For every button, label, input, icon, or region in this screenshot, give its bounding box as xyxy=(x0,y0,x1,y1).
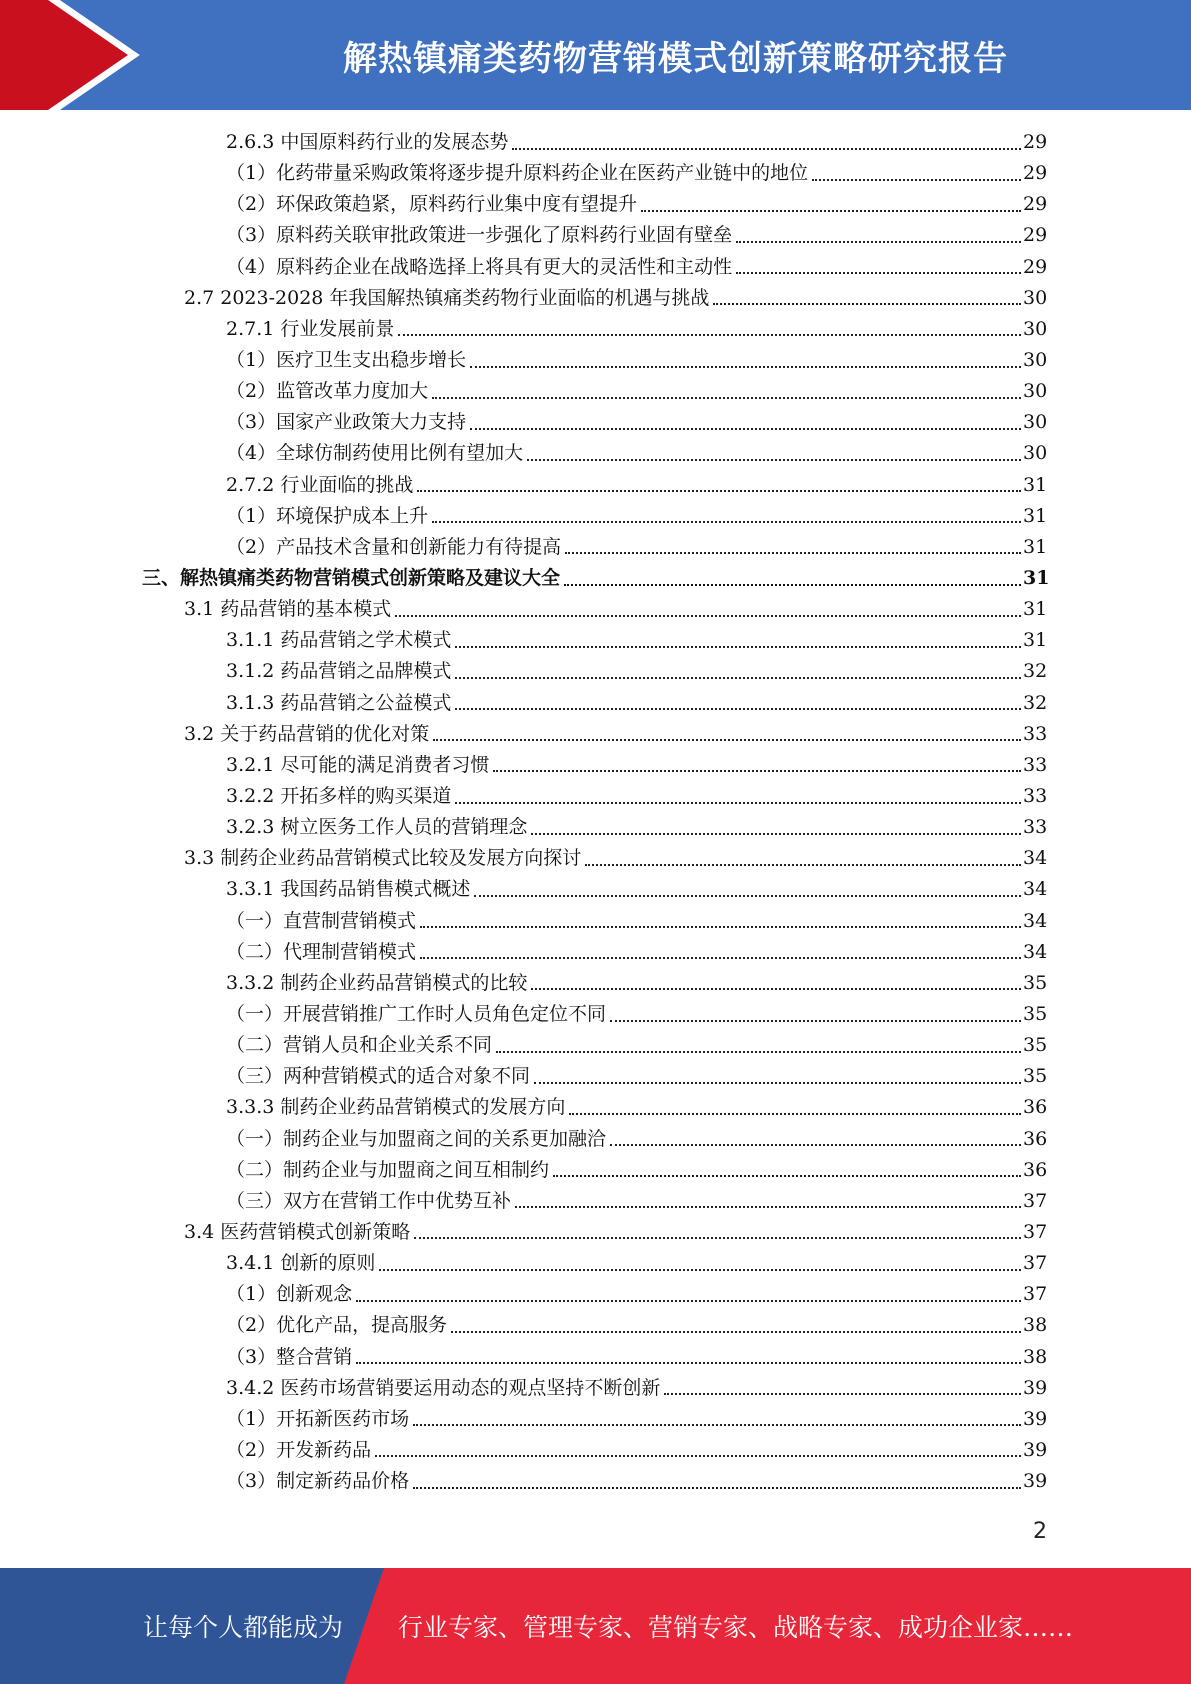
table-of-contents xyxy=(0,127,1191,1497)
toc-dot-leader xyxy=(455,677,1021,679)
toc-dot-leader xyxy=(585,864,1021,866)
toc-entry-page: 39 xyxy=(1023,1407,1048,1430)
toc-entry[interactable] xyxy=(0,750,1191,781)
toc-dot-leader xyxy=(414,1237,1021,1239)
toc-entry[interactable] xyxy=(0,656,1191,687)
toc-entry[interactable] xyxy=(0,532,1191,563)
toc-entry[interactable] xyxy=(0,1092,1191,1123)
toc-entry-title: （2）环保政策趋紧，原料药行业集中度有望提升 xyxy=(226,193,638,216)
toc-entry-title: 3.3.2 制药企业药品营销模式的比较 xyxy=(226,971,528,994)
toc-entry-page: 36 xyxy=(1023,1158,1048,1181)
toc-entry-title: 3.2.1 尽可能的满足消费者习惯 xyxy=(226,753,490,776)
toc-entry-page: 37 xyxy=(1023,1283,1048,1306)
toc-entry[interactable] xyxy=(0,470,1191,501)
toc-entry[interactable] xyxy=(0,189,1191,220)
toc-entry-page: 38 xyxy=(1023,1345,1048,1368)
toc-entry[interactable] xyxy=(0,158,1191,189)
toc-entry-title: 2.7 2023-2028 年我国解热镇痛类药物行业面临的机遇与挑战 xyxy=(184,286,710,309)
toc-entry-page: 30 xyxy=(1023,380,1048,403)
toc-entry[interactable] xyxy=(0,1404,1191,1435)
toc-entry-title: （一）制药企业与加盟商之间的关系更加融洽 xyxy=(226,1127,607,1150)
toc-entry-title: 3.1 药品营销的基本模式 xyxy=(184,598,392,621)
toc-dot-leader xyxy=(470,428,1021,430)
toc-entry[interactable] xyxy=(0,1217,1191,1248)
toc-entry-page: 39 xyxy=(1023,1470,1048,1493)
toc-dot-leader xyxy=(610,1144,1021,1146)
toc-entry[interactable] xyxy=(0,1186,1191,1217)
toc-entry-title: （一）直营制营销模式 xyxy=(226,909,417,932)
toc-dot-leader xyxy=(641,210,1021,212)
toc-dot-leader xyxy=(356,1362,1021,1364)
toc-entry[interactable] xyxy=(0,999,1191,1030)
toc-entry[interactable] xyxy=(0,719,1191,750)
toc-dot-leader xyxy=(565,552,1021,554)
toc-dot-leader xyxy=(433,739,1021,741)
toc-entry[interactable] xyxy=(0,501,1191,532)
toc-entry-title: 2.6.3 中国原料药行业的发展态势 xyxy=(226,131,509,154)
toc-entry-page: 31 xyxy=(1023,504,1048,527)
toc-dot-leader xyxy=(413,1487,1021,1489)
toc-entry[interactable] xyxy=(0,220,1191,251)
toc-dot-leader xyxy=(515,1206,1021,1208)
toc-entry-page: 30 xyxy=(1023,349,1048,372)
toc-entry-page: 36 xyxy=(1023,1096,1048,1119)
toc-entry-title: 3.2 关于药品营销的优化对策 xyxy=(184,722,430,745)
toc-entry-page: 34 xyxy=(1023,878,1048,901)
toc-entry[interactable] xyxy=(0,968,1191,999)
toc-dot-leader xyxy=(812,179,1021,181)
toc-entry-page: 39 xyxy=(1023,1376,1048,1399)
toc-entry-page: 32 xyxy=(1023,660,1048,683)
toc-entry-page: 33 xyxy=(1023,722,1048,745)
toc-entry[interactable] xyxy=(0,252,1191,283)
toc-dot-leader xyxy=(531,833,1021,835)
toc-entry-title: 3.1.1 药品营销之学术模式 xyxy=(226,629,452,652)
report-header xyxy=(0,0,1191,110)
toc-dot-leader xyxy=(432,521,1021,523)
toc-entry[interactable] xyxy=(0,1061,1191,1092)
toc-dot-leader xyxy=(527,459,1021,461)
toc-entry[interactable] xyxy=(0,688,1191,719)
toc-entry-title: 3.2.2 开拓多样的购买渠道 xyxy=(226,785,452,808)
toc-dot-leader xyxy=(375,1455,1021,1457)
toc-entry[interactable] xyxy=(0,625,1191,656)
toc-entry-page: 38 xyxy=(1023,1314,1048,1337)
toc-entry-title: 3.4.2 医药市场营销要运用动态的观点坚持不断创新 xyxy=(226,1376,661,1399)
toc-entry-title: （2）优化产品，提高服务 xyxy=(226,1314,448,1337)
toc-entry-title: （3）制定新药品价格 xyxy=(226,1470,410,1493)
toc-dot-leader xyxy=(531,988,1021,990)
toc-entry-title: （三）两种营销模式的适合对象不同 xyxy=(226,1065,531,1088)
toc-entry[interactable] xyxy=(0,1030,1191,1061)
toc-dot-leader xyxy=(420,957,1021,959)
toc-entry[interactable] xyxy=(0,874,1191,905)
toc-dot-leader xyxy=(664,1393,1021,1395)
toc-entry[interactable] xyxy=(0,438,1191,469)
toc-entry[interactable] xyxy=(0,283,1191,314)
toc-dot-leader xyxy=(455,802,1021,804)
toc-entry-page: 34 xyxy=(1023,909,1048,932)
toc-dot-leader xyxy=(395,615,1021,617)
toc-dot-leader xyxy=(569,1113,1021,1115)
toc-entry[interactable] xyxy=(0,314,1191,345)
toc-entry-page: 30 xyxy=(1023,442,1048,465)
toc-dot-leader xyxy=(455,708,1021,710)
toc-dot-leader xyxy=(379,1269,1021,1271)
toc-entry-title: （三）双方在营销工作中优势互补 xyxy=(226,1189,512,1212)
toc-entry-title: 三、解热镇痛类药物营销模式创新策略及建议大全 xyxy=(142,567,561,590)
toc-entry-title: 3.3 制药企业药品营销模式比较及发展方向探讨 xyxy=(184,847,582,870)
toc-entry[interactable] xyxy=(0,345,1191,376)
toc-entry-page: 37 xyxy=(1023,1220,1048,1243)
toc-entry-title: 3.2.3 树立医务工作人员的营销理念 xyxy=(226,816,528,839)
toc-entry-page: 37 xyxy=(1023,1189,1048,1212)
toc-entry-title: 3.3.1 我国药品销售模式概述 xyxy=(226,878,471,901)
footer-slogan-left: 让每个人都能成为 xyxy=(143,1613,344,1642)
toc-entry-title: 3.4.1 创新的原则 xyxy=(226,1252,376,1275)
toc-entry-title: （1）环境保护成本上升 xyxy=(226,504,429,527)
toc-dot-leader xyxy=(455,646,1021,648)
toc-entry[interactable] xyxy=(0,127,1191,158)
toc-entry-page: 34 xyxy=(1023,940,1048,963)
toc-entry-page: 33 xyxy=(1023,785,1048,808)
toc-entry-title: （二）制药企业与加盟商之间互相制约 xyxy=(226,1158,550,1181)
toc-entry[interactable] xyxy=(0,781,1191,812)
toc-entry-page: 35 xyxy=(1023,1065,1048,1088)
toc-entry-title: （1）医疗卫生支出稳步增长 xyxy=(226,349,467,372)
page-number: 2 xyxy=(1033,1519,1047,1544)
toc-entry-page: 36 xyxy=(1023,1127,1048,1150)
toc-entry-title: 3.1.3 药品营销之公益模式 xyxy=(226,691,452,714)
toc-entry-page: 29 xyxy=(1023,193,1048,216)
toc-entry-page: 39 xyxy=(1023,1438,1048,1461)
toc-entry-title: 3.3.3 制药企业药品营销模式的发展方向 xyxy=(226,1096,566,1119)
toc-entry[interactable] xyxy=(0,376,1191,407)
toc-entry-page: 31 xyxy=(1023,567,1050,590)
toc-entry[interactable] xyxy=(0,1341,1191,1372)
toc-entry-title: （1）创新观念 xyxy=(226,1283,353,1306)
toc-entry[interactable] xyxy=(0,843,1191,874)
toc-dot-leader xyxy=(398,334,1021,336)
toc-entry-title: （二）代理制营销模式 xyxy=(226,940,417,963)
toc-entry[interactable] xyxy=(0,594,1191,625)
toc-entry-page: 37 xyxy=(1023,1252,1048,1275)
toc-entry-page: 35 xyxy=(1023,1003,1048,1025)
toc-entry-page: 35 xyxy=(1023,1034,1048,1057)
toc-entry[interactable] xyxy=(0,407,1191,438)
toc-entry-page: 29 xyxy=(1023,255,1048,278)
toc-entry-page: 32 xyxy=(1023,691,1048,714)
footer-banner xyxy=(0,1568,1191,1684)
toc-entry-page: 30 xyxy=(1023,286,1048,309)
toc-dot-leader xyxy=(736,272,1021,274)
toc-entry-title: （1）化药带量采购政策将逐步提升原料药企业在医药产业链中的地位 xyxy=(226,162,809,185)
toc-entry[interactable] xyxy=(0,1124,1191,1155)
toc-entry-page: 31 xyxy=(1023,629,1048,652)
toc-dot-leader xyxy=(553,1175,1021,1177)
toc-dot-leader xyxy=(420,926,1021,928)
toc-entry-title: （2）产品技术含量和创新能力有待提高 xyxy=(226,535,562,558)
toc-entry-page: 31 xyxy=(1023,598,1048,621)
toc-entry-page: 30 xyxy=(1023,317,1048,340)
toc-entry[interactable] xyxy=(0,1466,1191,1497)
toc-entry-title: （3）整合营销 xyxy=(226,1345,353,1368)
toc-entry-title: 3.4 医药营销模式创新策略 xyxy=(184,1220,411,1243)
toc-entry-title: （1）开拓新医药市场 xyxy=(226,1407,410,1430)
toc-entry-page: 29 xyxy=(1023,162,1048,185)
toc-entry-title: 2.7.1 行业发展前景 xyxy=(226,317,395,340)
toc-entry-page: 33 xyxy=(1023,753,1048,776)
toc-entry-title: （2）开发新药品 xyxy=(226,1438,372,1461)
toc-entry-title: （二）营销人员和企业关系不同 xyxy=(226,1034,493,1057)
toc-entry-page: 29 xyxy=(1023,224,1048,247)
toc-entry[interactable] xyxy=(0,1435,1191,1466)
toc-entry-title: （3）原料药关联审批政策进一步强化了原料药行业固有壁垒 xyxy=(226,224,733,247)
toc-entry-title: （4）全球仿制药使用比例有望加大 xyxy=(226,442,524,465)
toc-entry[interactable] xyxy=(0,1279,1191,1310)
toc-dot-leader xyxy=(564,584,1021,586)
report-title: 解热镇痛类药物营销模式创新策略研究报告 xyxy=(343,38,1008,79)
toc-entry-page: 31 xyxy=(1023,473,1048,496)
toc-entry[interactable] xyxy=(0,906,1191,937)
toc-entry-page: 33 xyxy=(1023,816,1048,839)
toc-entry[interactable] xyxy=(0,1373,1191,1404)
toc-dot-leader xyxy=(356,1300,1021,1302)
toc-entry-title: （一）开展营销推广工作时人员角色定位不同 xyxy=(226,1003,607,1025)
toc-entry[interactable] xyxy=(0,1155,1191,1186)
toc-entry-page: 31 xyxy=(1023,535,1048,558)
toc-dot-leader xyxy=(713,303,1021,305)
toc-dot-leader xyxy=(534,1082,1021,1084)
toc-entry-title: 3.1.2 药品营销之品牌模式 xyxy=(226,660,452,683)
toc-dot-leader xyxy=(413,1424,1021,1426)
toc-entry[interactable] xyxy=(0,1248,1191,1279)
toc-dot-leader xyxy=(493,770,1021,772)
toc-dot-leader xyxy=(512,148,1021,150)
toc-entry[interactable] xyxy=(0,1310,1191,1341)
toc-entry-title: （3）国家产业政策大力支持 xyxy=(226,411,467,434)
toc-entry-title: （2）监管改革力度加大 xyxy=(226,380,429,403)
toc-entry[interactable] xyxy=(0,812,1191,843)
toc-dot-leader xyxy=(610,1020,1021,1022)
toc-entry[interactable] xyxy=(0,937,1191,968)
toc-entry-page: 35 xyxy=(1023,971,1048,994)
toc-dot-leader xyxy=(736,241,1021,243)
footer-slogan-right: 行业专家、管理专家、营销专家、战略专家、成功企业家…… xyxy=(398,1613,1074,1642)
toc-entry-page: 30 xyxy=(1023,411,1048,434)
toc-dot-leader xyxy=(474,895,1021,897)
toc-dot-leader xyxy=(451,1331,1021,1333)
toc-dot-leader xyxy=(432,397,1021,399)
toc-dot-leader xyxy=(496,1051,1021,1053)
toc-entry[interactable] xyxy=(0,563,1191,594)
toc-entry-title: 2.7.2 行业面临的挑战 xyxy=(226,473,414,496)
toc-dot-leader xyxy=(417,490,1021,492)
toc-entry-title: （4）原料药企业在战略选择上将具有更大的灵活性和主动性 xyxy=(226,255,733,278)
toc-entry-page: 29 xyxy=(1023,131,1048,154)
toc-entry-page: 34 xyxy=(1023,847,1048,870)
toc-dot-leader xyxy=(470,366,1021,368)
red-chevron-logo xyxy=(0,0,160,110)
